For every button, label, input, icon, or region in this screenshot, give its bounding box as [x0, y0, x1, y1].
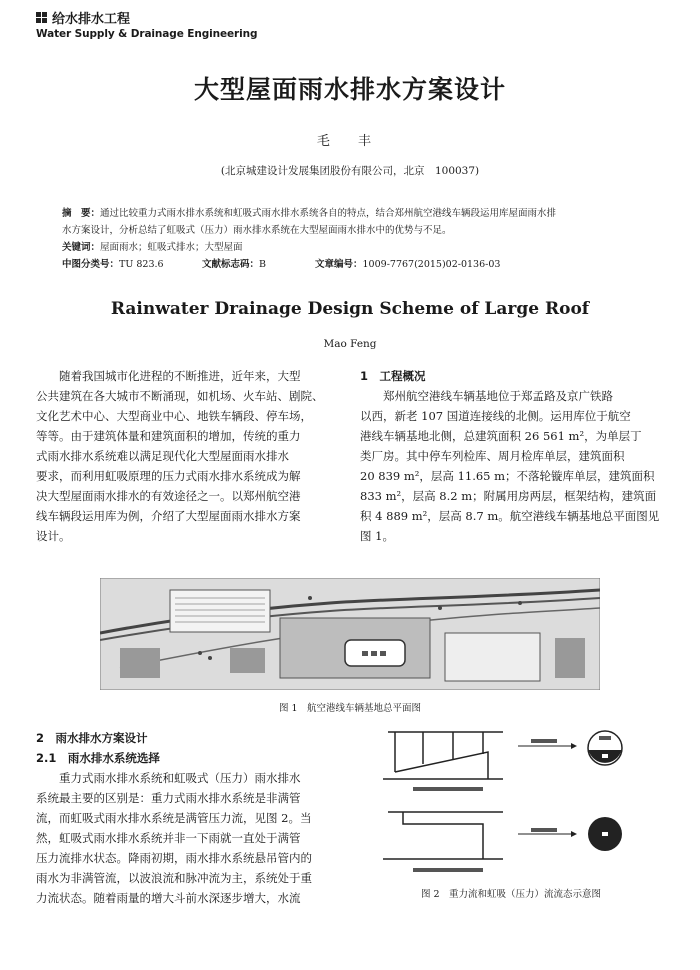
journal-logo-icon: [36, 12, 47, 23]
section1-line: 郑州航空港线车辆基地位于郑孟路及京广铁路: [383, 389, 613, 403]
illegible-figure-lettering: [413, 739, 557, 872]
clc-label: 中图分类号：: [62, 259, 120, 270]
section1-line: 图 1。: [360, 529, 394, 543]
siphonic-flow-diagram: [383, 812, 503, 859]
clc-value: TU 823.6: [119, 259, 164, 270]
intro-line: 要求，而利用虹吸原理的压力式雨水排水系统成为解: [36, 469, 301, 483]
keywords: [62, 239, 652, 256]
intro-line: 随着我国城市化进程的不断推进，近年来，大型: [59, 369, 301, 383]
figure1-caption: 图 1 航空港线车辆基地总平面图: [278, 703, 422, 714]
classification-row: [62, 256, 652, 273]
section1-line: 类厂房。其中停车列检库、周月检库单层，建筑面积: [360, 449, 625, 463]
illegible-figure-lettering: [362, 651, 386, 656]
section1-line: 833 m²，层高 8.2 m；附属用房两层，框架结构，建筑面: [360, 489, 657, 503]
section2-heading: 2 雨水排水方案设计: [36, 731, 148, 745]
section1-line: 港线车辆基地北侧，总建筑面积 26 561 m²，为单层丁: [360, 429, 642, 443]
depot-building: [170, 590, 270, 632]
intro-line: 等等。由于建筑体量和建筑面积的增加，传统的重力: [36, 429, 301, 443]
intro-line: 公共建筑在各大城市不断涌现，如机场、火车站、剧院、: [36, 389, 324, 403]
gravity-flow-diagram: [383, 732, 503, 779]
keywords-label: 关键词：: [62, 242, 101, 253]
intro-line: 决大型屋面雨水排水的有效途径之一。以郑州航空港: [36, 489, 301, 503]
article-no-value: 1009-7767(2015)02-0136-03: [362, 259, 501, 270]
section21-line: 系统最主要的区别是：重力式雨水排水系统是非满管: [36, 791, 301, 805]
doc-code-label: 文献标志码：: [202, 259, 260, 270]
section1-column: [360, 366, 665, 546]
doc-code-value: B: [259, 259, 266, 270]
section1-line: 以西，新老 107 国道连接线的北侧。运用库位于航空: [360, 409, 631, 423]
author-cn: 毛 丰: [316, 134, 384, 149]
article-no-label: 文章编号：: [315, 259, 363, 270]
abstract-label: 摘 要：: [62, 208, 101, 219]
siphonic-pipe-section: [588, 817, 622, 851]
intro-line: 式雨水排水系统难以满足现代化大型屋面雨水排水: [36, 449, 289, 463]
section1-line: 积 4 889 m²，层高 8.7 m。航空港线车辆基地总平面图见: [360, 509, 660, 523]
intro-line: 文化艺术中心、大型商业中心、地铁车辆段、停车场，: [36, 409, 312, 423]
flow-state-figure: [383, 724, 638, 880]
section21-line: 雨水为非满管流，以波浪流和脉冲流为主，系统处于重: [36, 871, 312, 885]
section1-heading: 1 工程概况: [360, 369, 426, 383]
article-title-cn: 大型屋面雨水排水方案设计: [193, 75, 506, 104]
intro-paragraph: [36, 366, 341, 546]
journal-name-en: Water Supply & Drainage Engineering: [36, 28, 258, 40]
journal-name-cn-text: 给水排水工程: [52, 12, 131, 27]
intro-line: 设计。: [36, 529, 71, 543]
section1-paragraph: [360, 386, 665, 546]
section21-line: 重力式雨水排水系统和虹吸式（压力）雨水排水: [59, 771, 301, 785]
abstract: [62, 205, 652, 239]
author-en: Mao Feng: [323, 338, 377, 350]
abstract-line-1: 通过比较重力式雨水排水系统和虹吸式雨水排水系统各自的特点，结合郑州航空港线车辆段运用库屋面雨水排: [100, 208, 557, 219]
section21-line: 力流状态。随着雨量的增大斗前水深逐步增大，水流: [36, 891, 301, 905]
section21-paragraph: [36, 768, 341, 908]
section21-line: 压力流排水状态。降雨初期，雨水排水系统悬吊管内的: [36, 851, 312, 865]
ancillary-building: [445, 633, 540, 681]
section21-line: 流，而虹吸式雨水排水系统是满管压力流，见图 2。当: [36, 811, 312, 825]
journal-header: [36, 8, 257, 40]
section21-heading: 2.1 雨水排水系统选择: [36, 751, 160, 765]
section21-line: 然，虹吸式雨水排水系统并非一下雨就一直处于满管: [36, 831, 301, 845]
site-plan-figure: [100, 578, 600, 690]
abstract-line-2: 水方案设计，分析总结了虹吸式（压力）雨水排水系统在大型屋面雨水排水中的优势与不足。: [62, 225, 452, 236]
figure2-caption: 图 2 重力流和虹吸（压力）流流态示意图: [420, 889, 602, 900]
abstract-block: [62, 205, 652, 273]
journal-name-cn: [36, 8, 257, 27]
intro-column: [36, 366, 341, 546]
intro-line: 线车辆段运用库为例，介绍了大型屋面雨水排水方案: [36, 509, 301, 523]
article-title-en: Rainwater Drainage Design Scheme of Large Roof: [110, 299, 590, 319]
keywords-value: 屋面雨水；虹吸式排水；大型屋面: [100, 242, 243, 253]
author-affiliation: (北京城建设计发展集团股份有限公司，北京 100037): [220, 165, 480, 177]
gravity-pipe-section: [588, 731, 622, 765]
section1-line: 20 839 m²，层高 11.65 m；不落轮镟库单层，建筑面积: [360, 469, 655, 483]
section2-column: [36, 728, 341, 908]
